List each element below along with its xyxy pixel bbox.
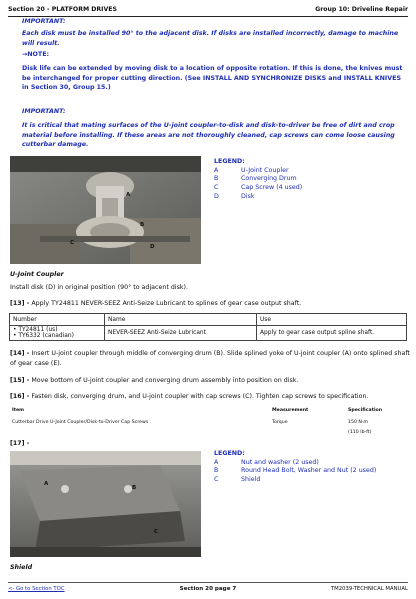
step-13: [13] - Apply TY24811 NEVER-SEEZ Anti-Seize Lubricant to splines of gear case output shaft. bbox=[10, 300, 302, 307]
shield-photo bbox=[10, 451, 201, 557]
step-14: [14] - Insert U-joint coupler through middle of converging drum (B). Slide splined yoke of U-joint coupler (A) onto splined shaft of gear case (E). bbox=[10, 350, 410, 367]
spec-header-specification: Specification bbox=[348, 408, 383, 413]
important-label-2: IMPORTANT: bbox=[22, 108, 66, 115]
table-cell-name: NEVER-SEEZ Anti-Seize Lubricant bbox=[105, 326, 257, 341]
legend-item: B Round Head Bolt, Washer and Nut (2 used) bbox=[214, 467, 377, 475]
callout-d: D bbox=[150, 244, 155, 250]
manual-title: TM2039-TECHNICAL MANUAL bbox=[330, 586, 408, 592]
group-title: Group 10: Driveline Repair bbox=[315, 6, 408, 13]
important-text-2: It is critical that mating surfaces of the U-joint coupler-to-disk and disk-to-driver be free of dirt and crop material before installing. If these areas are not thoroughly cleaned, cap screws can come loose causing cutterbar damage. bbox=[22, 122, 395, 149]
callout-a: A bbox=[44, 481, 49, 487]
table-header-cell: Name bbox=[105, 314, 257, 326]
important-label-1: IMPORTANT: bbox=[22, 18, 66, 25]
page-header bbox=[8, 4, 408, 16]
legend-item: C Cap Screw (4 used) bbox=[214, 184, 303, 192]
spec-item: Cutterbar Drive U-Joint Coupler/Disk-to-Driver Cap Screws bbox=[12, 420, 149, 425]
section-title: Section 20 - PLATFORM DRIVES bbox=[8, 6, 117, 13]
table-cell-use: Apply to gear case output spline shaft. bbox=[257, 326, 407, 341]
legend-item: C Shield bbox=[214, 476, 261, 484]
legend-item: B Converging Drum bbox=[214, 175, 297, 183]
table-row bbox=[10, 326, 407, 341]
footer-divider bbox=[8, 582, 408, 583]
spec-header-item: Item bbox=[12, 408, 25, 413]
page-number: Section 20 page 7 bbox=[179, 586, 237, 592]
step-15: [15] - Move bottom of U-joint coupler and converging drum assembly into position on disk. bbox=[10, 377, 299, 384]
u-joint-coupler-photo bbox=[10, 156, 201, 264]
lubricant-table bbox=[9, 313, 407, 341]
spec-measurement: Torque bbox=[272, 420, 288, 425]
table-header-row bbox=[10, 314, 407, 326]
callout-c: C bbox=[70, 240, 75, 246]
note-label: →NOTE: bbox=[22, 51, 50, 58]
legend-title: LEGEND: bbox=[214, 158, 245, 165]
legend-2 bbox=[214, 450, 410, 485]
legend-item: D Disk bbox=[214, 192, 255, 200]
table-cell-number: • TY24811 (us) • TY6332 (canadian) bbox=[10, 326, 105, 341]
legend-item: A Nut and washer (2 used) bbox=[214, 458, 319, 466]
step-17: [17] - bbox=[10, 440, 30, 447]
step-16: [16] - Fasten disk, converging drum, and U-joint coupler with cap screws (C). Tighten cap screws to specification. bbox=[10, 393, 369, 400]
photo-caption-1: U-Joint Coupler bbox=[10, 271, 64, 278]
photo-caption-2: Shield bbox=[10, 564, 33, 571]
legend-title: LEGEND: bbox=[214, 450, 245, 457]
table-header-cell: Use bbox=[257, 314, 407, 326]
install-disk-text: Install disk (D) in original position (90° to adjacent disk). bbox=[10, 284, 188, 291]
callout-b: B bbox=[132, 485, 137, 491]
note-text: Disk life can be extended by moving disk to a location of opposite rotation. If this is done, the knives must be interchanged for proper cutting direction. (See INSTALL AND SYNCHRONIZE DISKS and INSTALL KNIVES in Section 30, Group 15.) bbox=[22, 65, 403, 92]
spec-value: 150 N·m bbox=[348, 420, 368, 425]
table-header-cell: Number bbox=[10, 314, 105, 326]
section-toc-link[interactable]: <- Go to Section TOC bbox=[8, 586, 65, 592]
spec-value-imperial: (110 lb-ft) bbox=[348, 430, 372, 435]
spec-header-measurement: Measurement bbox=[272, 408, 309, 413]
callout-c: C bbox=[154, 529, 159, 535]
legend-item: A U-Joint Coupler bbox=[214, 166, 289, 174]
header-divider bbox=[8, 16, 408, 17]
callout-b: B bbox=[140, 222, 145, 228]
callout-a: A bbox=[126, 192, 131, 198]
important-text-1: Each disk must be installed 90° to the adjacent disk. If disks are installed incorrectly, damage to machine will result. bbox=[22, 30, 399, 47]
legend-1 bbox=[214, 158, 404, 202]
